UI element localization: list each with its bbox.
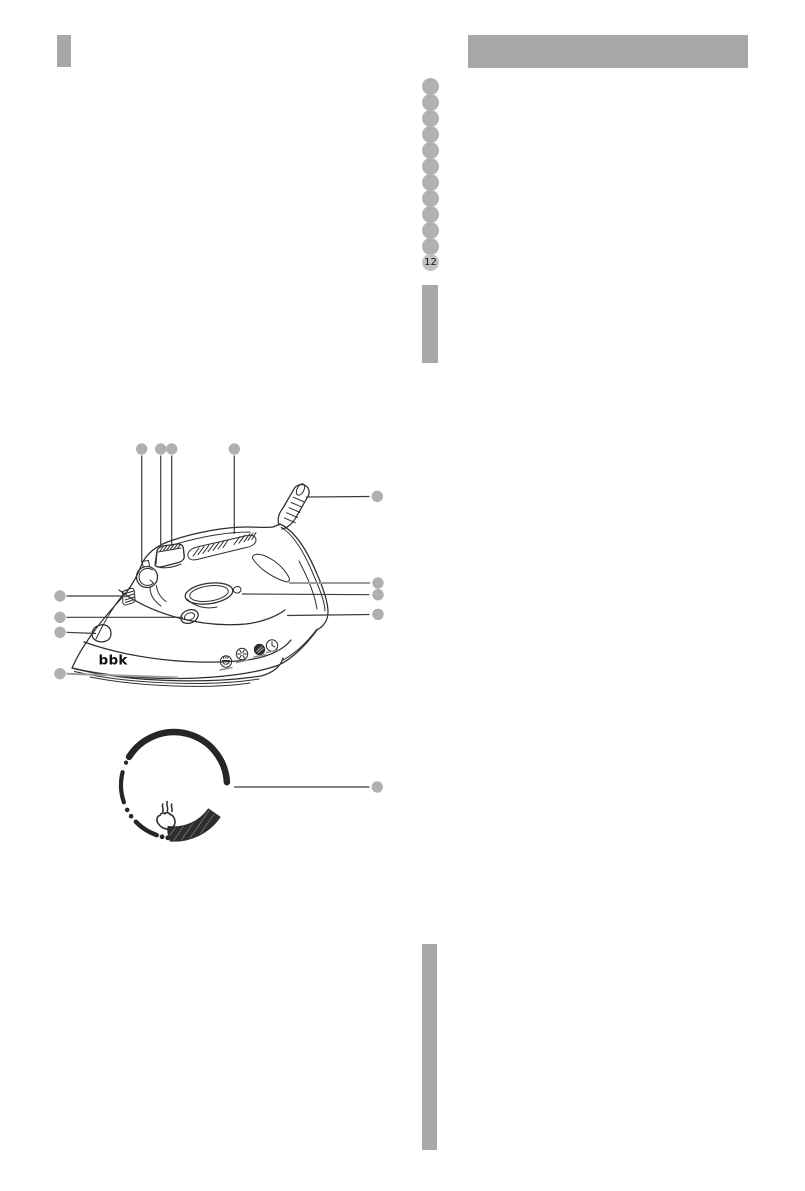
page-number: 12	[424, 256, 437, 268]
dot	[422, 94, 439, 111]
callout-dot	[372, 577, 383, 588]
section-bar-1	[422, 285, 438, 363]
dial-diagram	[121, 732, 227, 841]
dot	[422, 174, 439, 191]
burst-button	[155, 544, 184, 568]
callout-dot	[372, 781, 383, 792]
callout-dot	[372, 589, 383, 600]
callout-dot	[54, 668, 65, 679]
section-bar-2	[422, 944, 437, 1150]
callout-dot	[372, 491, 383, 502]
steam-zone-wedge	[168, 809, 220, 841]
dot	[422, 142, 439, 159]
dot	[422, 158, 439, 175]
steam-icon	[157, 802, 175, 830]
power-cord	[278, 482, 309, 529]
callout-dot	[229, 443, 240, 454]
brand-logo: bbk	[98, 652, 128, 669]
iron-parts-figure	[40, 435, 400, 855]
dot	[422, 206, 439, 223]
handle-grip	[176, 532, 256, 560]
callout-lines	[67, 456, 371, 788]
dot	[422, 126, 439, 143]
dot	[422, 222, 439, 239]
dot	[422, 110, 439, 127]
title-bar	[468, 35, 748, 68]
callout-dot	[136, 443, 147, 454]
temperature-dial	[184, 580, 241, 608]
iron-drawing	[72, 482, 328, 686]
callout-dot	[54, 627, 65, 638]
callout-dot	[54, 612, 65, 623]
dial-indicator	[233, 587, 240, 593]
callout-dot	[155, 443, 166, 454]
page-dots-column	[422, 78, 439, 270]
header-accent-bar	[57, 35, 71, 67]
callout-dot	[372, 609, 383, 620]
dot	[422, 78, 439, 95]
anti-calc-icon	[254, 644, 265, 655]
dot	[422, 190, 439, 207]
page-number-badge	[422, 254, 439, 271]
dot	[422, 238, 439, 255]
self-clean-button	[179, 607, 201, 626]
callout-dot	[54, 590, 65, 601]
callout-dot	[166, 443, 177, 454]
